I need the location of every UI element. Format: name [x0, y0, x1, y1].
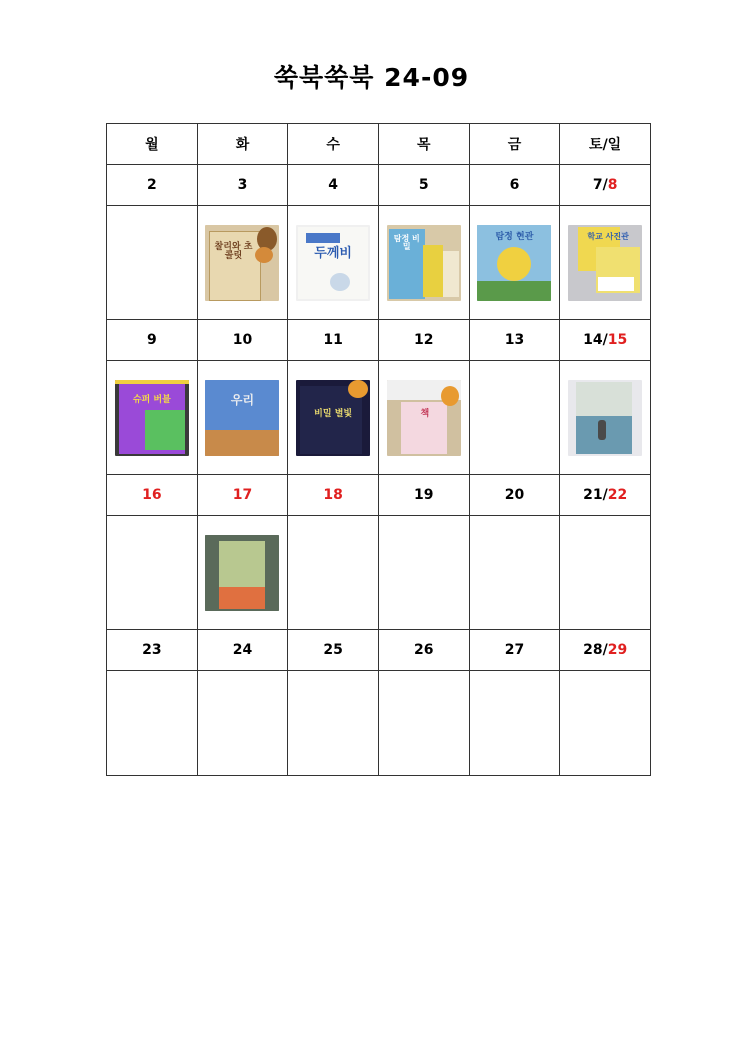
date-cell: 4 — [288, 165, 379, 206]
weekday-mon: 월 — [107, 124, 198, 165]
photo-cell-empty — [107, 206, 198, 320]
date-cell: 10 — [197, 320, 288, 361]
date-cell: 20 — [469, 475, 560, 516]
photo-cell — [107, 361, 198, 475]
book-photo[interactable] — [115, 380, 189, 456]
week-3-photos — [107, 516, 651, 630]
date-separator: / — [602, 332, 608, 348]
photo-cell-empty — [378, 671, 469, 776]
date-cell: 3 — [197, 165, 288, 206]
holiday-date-cell: 18 — [288, 475, 379, 516]
photo-cell-empty — [469, 516, 560, 630]
photo-cell — [560, 206, 651, 320]
book-photo[interactable] — [296, 380, 370, 456]
calendar-table — [106, 123, 651, 776]
saturday-date: 21 — [583, 487, 603, 503]
weekday-tue: 화 — [197, 124, 288, 165]
saturday-date: 28 — [583, 642, 603, 658]
book-cover-title: 슈퍼 버블 — [132, 394, 171, 405]
book-photo[interactable] — [387, 380, 461, 456]
holiday-date-cell: 16 — [107, 475, 198, 516]
photo-cell-empty — [107, 516, 198, 630]
sunday-date: 15 — [607, 332, 628, 348]
photo-cell-empty — [288, 671, 379, 776]
photo-cell — [378, 206, 469, 320]
photo-cell — [197, 361, 288, 475]
photo-cell-empty — [107, 671, 198, 776]
date-cell: 24 — [197, 630, 288, 671]
date-separator: / — [602, 177, 608, 193]
book-photo[interactable] — [477, 225, 551, 301]
photo-cell — [288, 206, 379, 320]
date-cell: 11 — [288, 320, 379, 361]
date-cell: 5 — [378, 165, 469, 206]
photo-cell-empty — [469, 361, 560, 475]
photo-cell-empty — [560, 671, 651, 776]
photo-cell-empty — [378, 516, 469, 630]
photo-cell — [197, 206, 288, 320]
sunday-date: 8 — [607, 177, 618, 193]
date-cell: 2 — [107, 165, 198, 206]
date-cell: 25 — [288, 630, 379, 671]
photo-cell-empty — [288, 516, 379, 630]
week-2-photos — [107, 361, 651, 475]
week-2-dates — [107, 320, 651, 361]
date-cell: 13 — [469, 320, 560, 361]
book-cover-title: 찰리와 초콜릿 — [214, 241, 253, 261]
date-cell: 9 — [107, 320, 198, 361]
photo-cell — [469, 206, 560, 320]
book-cover-title: 비밀 별빛 — [314, 408, 353, 419]
book-cover-title: 책 — [420, 408, 430, 419]
photo-cell-empty — [197, 671, 288, 776]
photo-cell — [288, 361, 379, 475]
book-photo[interactable] — [205, 380, 279, 456]
date-separator: / — [602, 642, 608, 658]
sunday-date: 29 — [607, 642, 628, 658]
weekday-header-row — [107, 124, 651, 165]
book-photo[interactable] — [568, 380, 642, 456]
saturday-date: 7 — [592, 177, 603, 193]
photo-cell-empty — [469, 671, 560, 776]
date-cell: 27 — [469, 630, 560, 671]
date-cell: 26 — [378, 630, 469, 671]
book-photo[interactable] — [205, 535, 279, 611]
week-1-photos — [107, 206, 651, 320]
sunday-date: 22 — [607, 487, 628, 503]
weekday-weekend: 토/일 — [560, 124, 651, 165]
photo-cell — [560, 361, 651, 475]
photo-cell — [378, 361, 469, 475]
date-cell-weekend — [560, 475, 651, 516]
date-cell: 23 — [107, 630, 198, 671]
saturday-date: 14 — [583, 332, 603, 348]
week-4-dates — [107, 630, 651, 671]
book-cover-title: 학교 사진관 — [587, 231, 629, 241]
week-4-photos — [107, 671, 651, 776]
week-1-dates — [107, 165, 651, 206]
photo-cell — [197, 516, 288, 630]
book-cover-title: 우리 — [230, 392, 255, 407]
page-title: 쑥북쑥북 24-09 — [273, 63, 470, 92]
date-cell: 19 — [378, 475, 469, 516]
week-3-dates — [107, 475, 651, 516]
book-photo[interactable] — [296, 225, 370, 301]
book-cover-title: 두께비 — [314, 245, 352, 261]
date-cell-weekend — [560, 630, 651, 671]
book-photo[interactable] — [387, 225, 461, 301]
photo-cell-empty — [560, 516, 651, 630]
weekday-thu: 목 — [378, 124, 469, 165]
book-photo[interactable] — [205, 225, 279, 301]
book-photo[interactable] — [568, 225, 642, 301]
date-cell: 6 — [469, 165, 560, 206]
date-cell: 12 — [378, 320, 469, 361]
date-separator: / — [602, 487, 608, 503]
weekday-wed: 수 — [288, 124, 379, 165]
date-cell-weekend — [560, 320, 651, 361]
date-cell-weekend — [560, 165, 651, 206]
holiday-date-cell: 17 — [197, 475, 288, 516]
book-cover-title: 탐정 현관 — [495, 231, 534, 242]
weekday-fri: 금 — [469, 124, 560, 165]
book-cover-title: 탐정 비밀 — [393, 233, 420, 251]
